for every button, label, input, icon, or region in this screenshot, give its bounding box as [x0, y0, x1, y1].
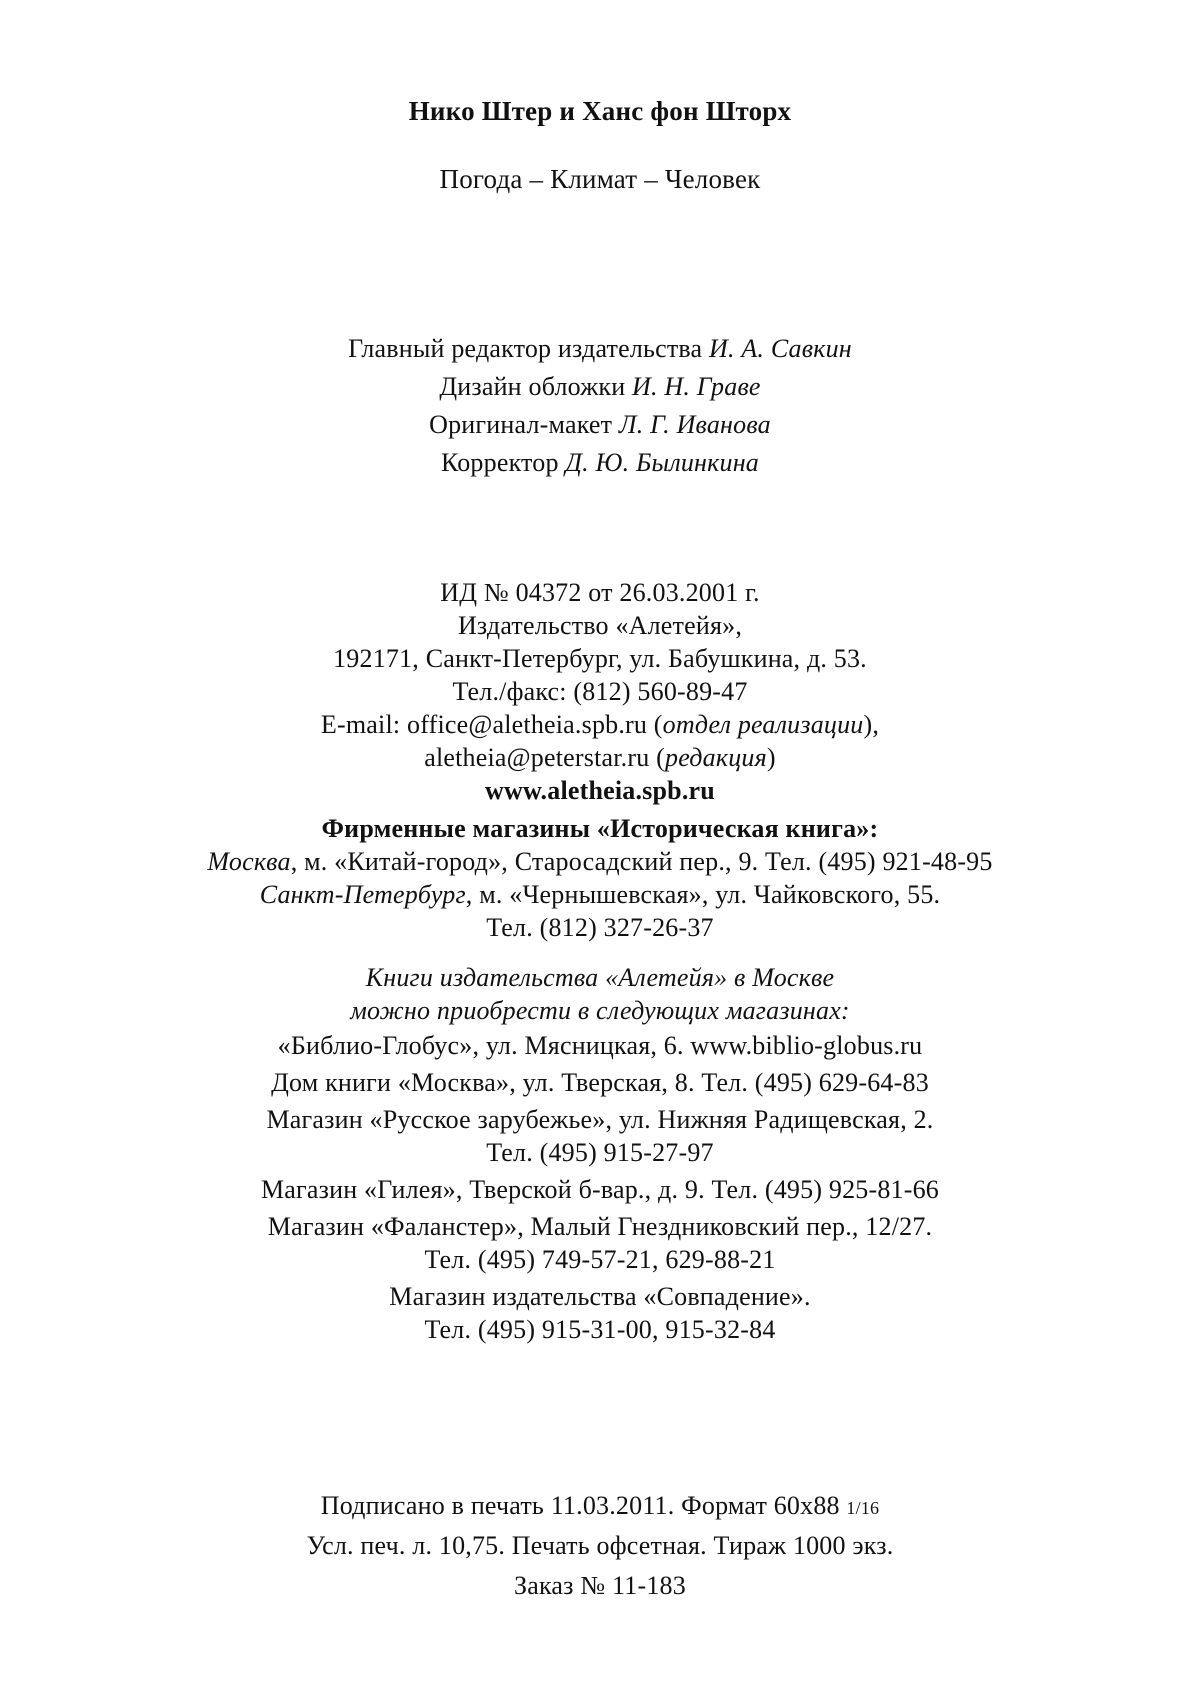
publisher-address: 192171, Санкт-Петербург, ул. Бабушкина, д. 53. [333, 644, 867, 673]
print-order: Заказ № 11-183 [514, 1571, 686, 1600]
credit-role: Главный редактор издательства [348, 334, 703, 363]
moscow-shop-line: Тел. (495) 749-57-21, 629-88-21 [424, 1245, 776, 1274]
credit-role: Дизайн обложки [439, 372, 626, 401]
credit-name: Д. Ю. Былинкина [565, 448, 760, 477]
store-spb [0, 879, 1200, 911]
publisher-website: www.aletheia.spb.ru [485, 776, 715, 805]
email-note: редакция [665, 743, 767, 772]
format-fraction: 1/16 [846, 1498, 880, 1518]
credit-name: И. Н. Граве [632, 372, 761, 401]
email-end: ), [863, 710, 880, 739]
moscow-shop-line: Магазин «Гилея», Тверской б-вар., д. 9. Тел. (495) 925-81-66 [260, 1175, 940, 1204]
credit-role: Корректор [440, 448, 559, 477]
book-title: Погода – Климат – Человек [439, 164, 761, 194]
publisher-email-2 [0, 742, 1200, 774]
credit-proofreader [0, 447, 1200, 479]
credit-cover-design [0, 371, 1200, 403]
email-note: отдел реализации [662, 710, 864, 739]
moscow-shop-line: Тел. (495) 915-31-00, 915-32-84 [424, 1315, 776, 1344]
store-moscow [0, 846, 1200, 878]
publisher-name: Издательство «Алетейя», [457, 611, 743, 640]
print-details: Усл. печ. л. 10,75. Печать офсетная. Тираж 1000 экз. [306, 1531, 894, 1560]
credit-name: Л. Г. Иванова [618, 410, 771, 439]
publisher-email-1 [0, 709, 1200, 741]
moscow-shop-line: Магазин «Фаланстер», Малый Гнездниковский пер., 12/27. [267, 1212, 933, 1241]
publisher-license: ИД № 04372 от 26.03.2001 г. [440, 578, 760, 607]
email-end: ) [766, 743, 776, 772]
authors: Нико Штер и Ханс фон Шторх [408, 96, 792, 126]
store-city: Москва [207, 847, 291, 876]
store-details: , м. «Чернышевская», ул. Чайковского, 55. [465, 880, 941, 909]
credit-layout [0, 409, 1200, 441]
email-address: aletheia@peterstar.ru ( [424, 743, 665, 772]
print-signed-text: Подписано в печать 11.03.2011. Формат 60x88 [320, 1491, 847, 1520]
email-address: E-mail: office@aletheia.spb.ru ( [320, 710, 663, 739]
moscow-shop-line: «Библио-Глобус», ул. Мясницкая, 6. www.biblio-globus.ru [277, 1031, 923, 1060]
credit-name: И. А. Савкин [708, 334, 852, 363]
credit-role: Оригинал-макет [429, 410, 613, 439]
moscow-shop-line: Тел. (495) 915-27-97 [486, 1138, 714, 1167]
store-city: Санкт-Петербург [259, 880, 466, 909]
store-details: , м. «Китай-город», Старосадский пер., 9. Тел. (495) 921-48-95 [290, 847, 993, 876]
moscow-shop-line: Дом книги «Москва», ул. Тверская, 8. Тел. (495) 629-64-83 [271, 1068, 929, 1097]
moscow-shops-intro-2: можно приобрести в следующих магазинах: [350, 996, 850, 1025]
moscow-shop-line: Магазин издательства «Совпадение». [389, 1282, 811, 1311]
stores-heading: Фирменные магазины «Историческая книга»: [321, 814, 879, 843]
publisher-phone: Тел./факс: (812) 560-89-47 [452, 677, 748, 706]
moscow-shops-intro-1: Книги издательства «Алетейя» в Москве [365, 963, 835, 992]
store-spb-phone: Тел. (812) 327-26-37 [486, 913, 714, 942]
moscow-shop-line: Магазин «Русское зарубежье», ул. Нижняя Радищевская, 2. [266, 1105, 934, 1134]
print-signed [0, 1490, 1200, 1524]
credit-editor [0, 333, 1200, 365]
